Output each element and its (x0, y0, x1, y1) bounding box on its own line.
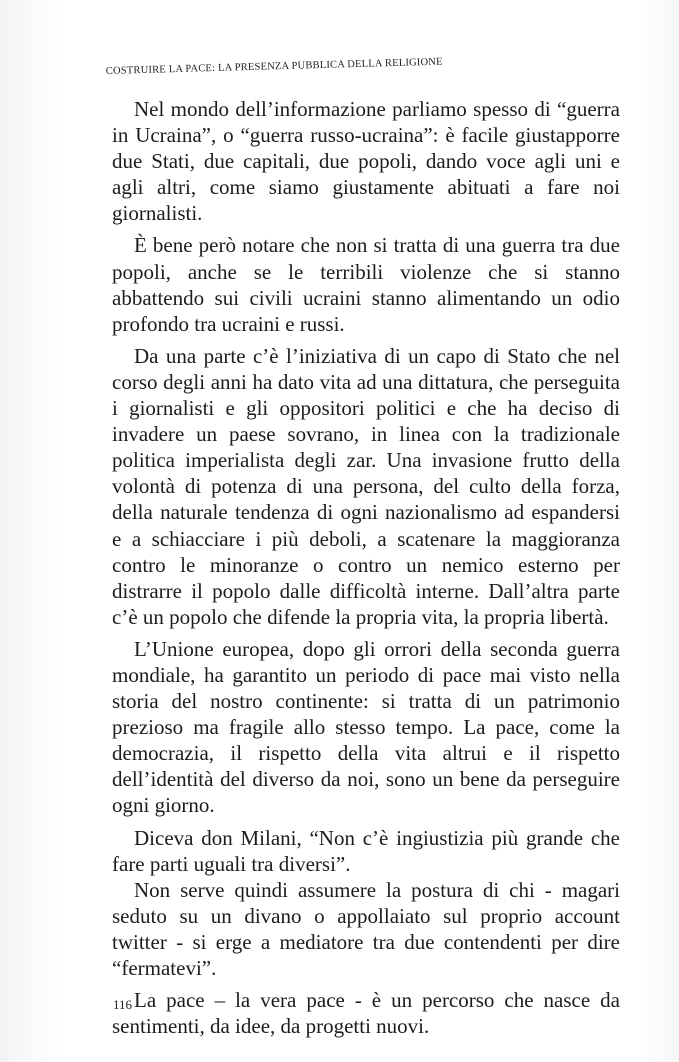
paragraph: Da una parte c’è l’iniziativa di un capo di Stato che nel corso degli anni ha dato vita ad una dittatura, che perseguita i giornalisti e gli oppositori politici e che ha deciso di invadere un paese sovrano, in linea con la tradizionale politica imperialista degli zar. Una invasione frutto della volontà di potenza di una persona, del culto della forza, della naturale tendenza di ogni nazionalismo ad espandersi e a schiacciare i più deboli, a scatenare la maggioranza contro le minoranze o contro un nemico esterno per distrarre il popolo dalle difficoltà interne. Dall’altra parte c’è un popolo che difende la propria vita, la propria libertà. (112, 343, 620, 629)
paragraph: Nel mondo dell’informazione parliamo spesso di “guerra in Ucraina”, o “guerra russo-ucraina”: è facile giustapporre due Stati, due capitali, due popoli, dando voce agli uni e agli altri, come siamo giustamente abituati a fare noi giornalisti. (112, 97, 620, 226)
paragraph: Non serve quindi assumere la postura di chi - magari seduto su un divano o appollaiato sul proprio account twitter - si erge a mediatore tra due contendenti per dire “fermatevi”. (112, 877, 620, 980)
paragraph: Diceva don Milani, “Non c’è ingiustizia più grande che fare parti uguali tra diversi”. (112, 825, 620, 876)
body-text (112, 96, 620, 1045)
page-number: 116 (113, 997, 133, 1012)
paragraph: La pace – la vera pace - è un percorso che nasce da sentimenti, da idee, da progetti nuovi. (112, 988, 620, 1039)
paragraph: È bene però notare che non si tratta di una guerra tra due popoli, anche se le terribili violenze che si stanno abbattendo sui civili ucraini stanno alimentando un odio profondo tra ucraini e russi. (112, 233, 620, 336)
paragraph: L’Unione europea, dopo gli orrori della seconda guerra mondiale, ha garantito un periodo di pace mai visto nella storia del nostro continente: si tratta di un patrimonio prezioso ma fragile allo stesso tempo. La pace, come la democrazia, il rispetto della vita altrui e il rispetto dell’identità del diverso da noi, sono un bene da perseguire ogni giorno. (112, 636, 620, 818)
running-head: COSTRUIRE LA PACE: LA PRESENZA PUBBLICA DELLA RELIGIONE (105, 56, 443, 77)
